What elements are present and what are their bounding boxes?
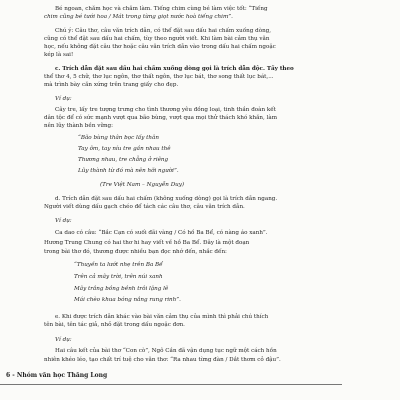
paragraph-line: dân tộc để có sức mạnh vượt qua bão bùng, vượt qua mọi thử thách khó khăn, làm (44, 115, 278, 121)
section-d-line: Người viết dùng dấu gạch chéo để tách các câu thơ, câu văn trích dẫn. (44, 204, 245, 210)
poem-line: Mây trắng bồng bềnh trôi lặng lẽ (74, 286, 169, 292)
page-footer: 6 - Nhóm văn học Thăng Long (6, 372, 108, 379)
section-c-line: mà trình bày căn xứng trên trang giấy cho đẹp. (44, 82, 179, 88)
poem-line: “Thuyền ta lướt nhẹ trên Ba Bể (74, 262, 163, 268)
poem-line: Mái chèo khua bóng nắng rung rinh”. (74, 297, 181, 303)
paragraph-line: Ca dao có câu: “Bắc Cạn có suối đãi vàng / Có hồ Ba Bể, có nàng áo xanh”. (55, 230, 268, 236)
example-label: Ví dụ: (55, 218, 72, 224)
section-e-line: tên bài, tên tác giả, nhỏ đặt trong dấu ngoặc đơn. (44, 322, 185, 328)
paragraph-line: nhiên khéo léo, tạo chất trí tuệ cho văn thơ: “Ra nhau từng đàn / Dắt thơm cỏ đậu”. (44, 357, 281, 363)
note-line: học, nếu không đặt câu thơ hoặc câu văn trích dẫn vào trong dấu hai chấm ngoặc (44, 44, 276, 50)
section-c-line: thể thơ 4, 5 chữ, thơ lục ngôn, thơ thất ngôn, thơ lục bát, thơ song thất lục bát,... (44, 74, 274, 80)
poem-line: Thương nhau, tre chẳng ở riêng (78, 157, 169, 163)
section-d-line: d. Trích dẫn đặt sau dấu hai chấm (không xuống dòng) gọi là trích dẫn ngang. (55, 196, 278, 202)
paragraph-line: nên lũy thành bền vững: (44, 123, 114, 129)
paragraph-line: Hương Trung Chung có hai thơ hi hay viết về hồ Ba Bể. Đây là một đoạn (44, 240, 250, 246)
poem-line: Trên cả mây trời, trên núi xanh (74, 274, 163, 280)
note-line: cũng có thể đặt sau dấu hai chấm, tùy theo người viết. Khi làm bài cảm thụ văn (44, 36, 270, 42)
paragraph-line: chim cũng bé tưới hoa / Mát trong từng giọt nước hoà tiếng chim”. (44, 14, 233, 20)
paragraph-line: Hai câu kết của bài thơ “Con cò”, Ngô Cần đã vận dụng tục ngữ một cách hồn (55, 348, 277, 354)
example-label: Ví dụ: (55, 96, 72, 102)
poem-line: “Bão bùng thân bọc lấy thân (78, 135, 159, 141)
paragraph-line: Cây tre, lấy tre tượng trưng cho tình thương yêu đồng loại, tinh thần đoàn kết (55, 107, 276, 113)
poem-line: Tay ôm, tay níu tre gần nhau thê (78, 146, 171, 152)
note-line: kép là sai! (44, 52, 74, 58)
paragraph-line: Bé ngoan, chăm học và chăm làm. Tiếng chim cùng bé làm việc tốt: “Tiếng (55, 6, 268, 12)
paragraph-line: trong bài thơ đó, thương được nhiều bạn đọc nhớ đến, nhắc đến: (44, 249, 227, 255)
section-c-line: c. Trích dẫn đặt sau dấu hai chấm xuống dòng gọi là trích dẫn độc. Tấy theo (55, 66, 294, 72)
section-e-line: e. Khi được trích dẫn khác vào bài văn cảm thụ của mình thì phải chú thích (55, 314, 269, 320)
example-label: Ví dụ: (55, 337, 72, 343)
note-line: Chú ý: Câu thơ, câu văn trích dẫn, có thể đặt sau dấu hai chấm xuống dòng, (55, 28, 272, 34)
poem-source: (Tre Việt Nam – Nguyễn Duy) (100, 182, 185, 188)
poem-line: Lũy thành từ đó mà nên hỡi người”. (78, 168, 179, 174)
footer-rule (0, 384, 342, 385)
